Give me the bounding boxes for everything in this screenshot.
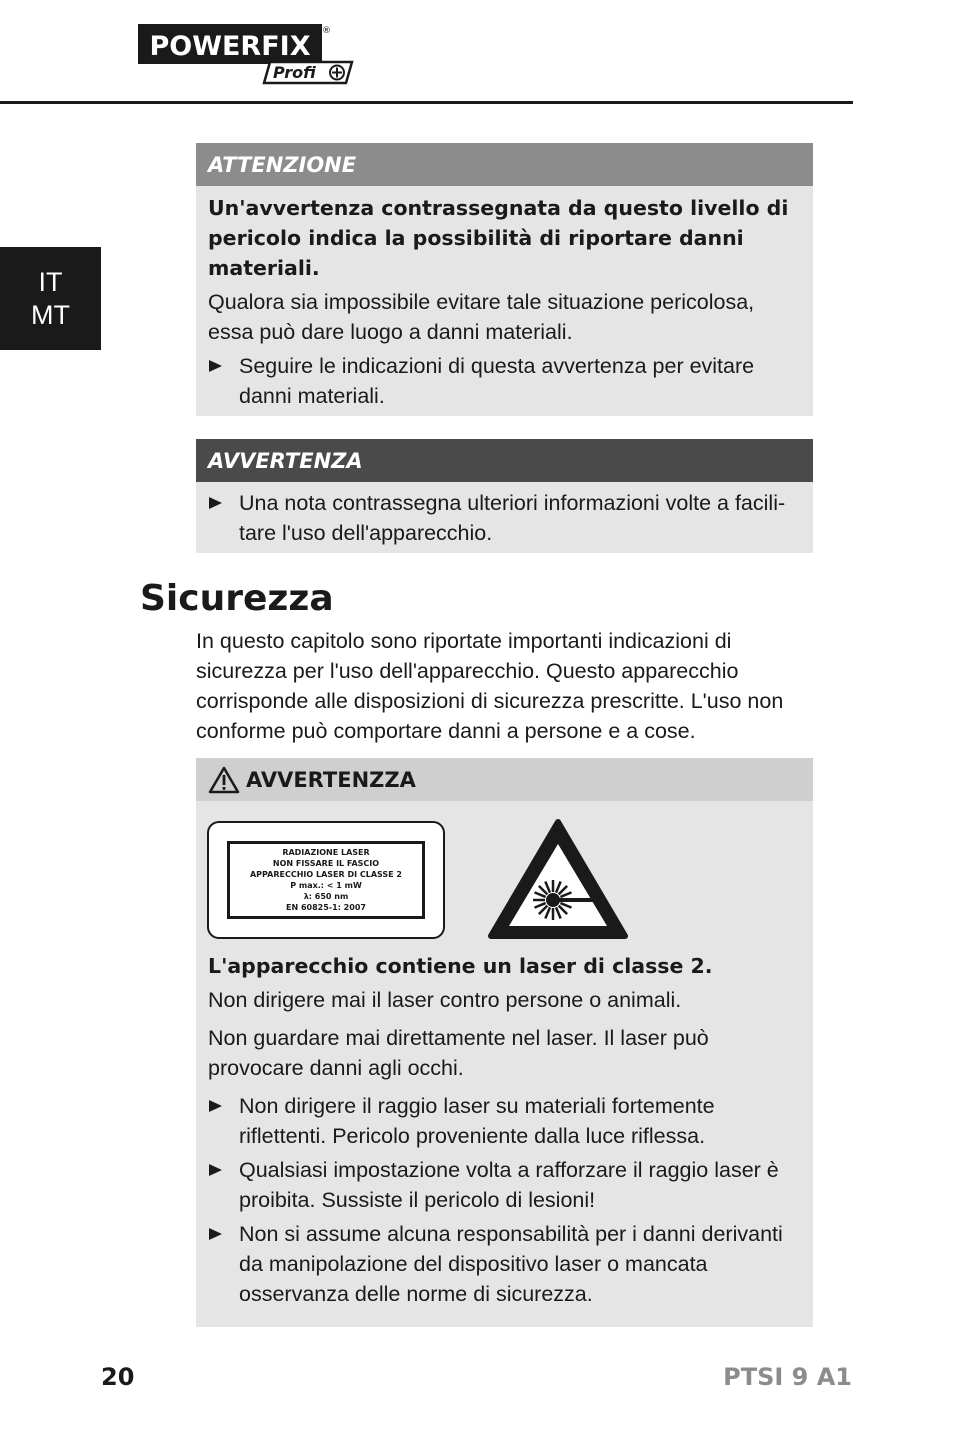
avvertenza-heading: AVVERTENZA [196,439,813,482]
bullet-arrow-icon [209,360,222,372]
warning-text-1: Non dirigere mai il laser contro persone o animali. [208,988,682,1012]
language-code-it: IT [38,266,63,297]
laser-label-line: P max.: < 1 mW [290,881,362,890]
language-tab [0,247,101,350]
laser-label-line: APPARECCHIO LASER DI CLASSE 2 [249,870,402,879]
list-item [208,1091,801,1151]
warning-text-2: Non guardare mai direttamente nel laser. Il laser può provocare danni agli occhi. [208,1026,709,1080]
bullet-arrow-icon [209,1100,222,1112]
warning-bold-text: L'apparecchio contiene un laser di classe 2. [208,954,713,978]
model-name: PTSI 9 A1 [723,1363,852,1391]
warning-triangle-icon [208,766,240,794]
brand-text: POWERFIX [149,31,311,62]
warning-heading [196,758,813,801]
list-item [208,1155,801,1215]
bullet-text: Qualsiasi impostazione volta a rafforzare il raggio laser è proibita. Sussiste il pericolo di lesioni! [239,1158,779,1212]
page-number: 20 [101,1363,135,1391]
laser-label-line: λ: 650 nm [303,892,349,901]
avvertenza-box [196,439,813,553]
brand-sub-text: Profi [273,63,316,82]
plus-circle-icon [330,66,344,80]
laser-warning-label [207,821,445,939]
attenzione-text: Qualora sia impossibile evitare tale situazione pericolosa, essa può dare luogo a danni materiali. [208,290,755,344]
header-rule [0,101,853,104]
attenzione-box [196,143,813,416]
list-item [208,488,801,548]
laser-label-frame [227,841,425,919]
bullet-text: Seguire le indicazioni di questa avvertenza per evitare danni materiali. [239,354,755,408]
list-item [208,351,801,411]
bullet-text: Una nota contrassegna ulteriori informazioni volte a facili-tare l'uso dell'apparecchio. [239,491,786,545]
bullet-text: Non si assume alcuna responsabilità per i danni derivanti da manipolazione del dispositivo laser o mancata osservanza delle norme di sicurezza. [239,1222,783,1306]
attenzione-bold-text: Un'avvertenza contrassegnata da questo livello di pericolo indica la possibilità di riportare danni materiali. [208,196,789,280]
laser-label-line: NON FISSARE IL FASCIO [272,859,380,868]
attenzione-heading: ATTENZIONE [196,143,813,186]
bullet-arrow-icon [209,1228,222,1240]
bullet-arrow-icon [209,497,222,509]
list-item [208,1219,801,1309]
section-title: Sicurezza [140,578,334,619]
laser-label-line: EN 60825-1: 2007 [286,903,366,912]
bullet-text: Non dirigere il raggio laser su materiali fortemente riflettenti. Pericolo proveniente dalla luce riflessa. [239,1094,715,1148]
powerfix-logo [138,24,354,86]
warning-heading-text: AVVERTENZZA [246,767,416,792]
bullet-arrow-icon [209,1164,222,1176]
registered-mark: ® [322,26,331,36]
laser-label-line: RADIAZIONE LASER [282,848,370,857]
language-code-mt: MT [31,299,70,330]
section-intro: In questo capitolo sono riportate importanti indicazioni di sicurezza per l'uso dell'apparecchio. Questo apparecchio corrisponde alle disposizioni di sicurezza prescritte. L'uso non conforme può comportare danni a persone e a cose. [196,629,784,743]
laser-hazard-icon [487,818,629,940]
